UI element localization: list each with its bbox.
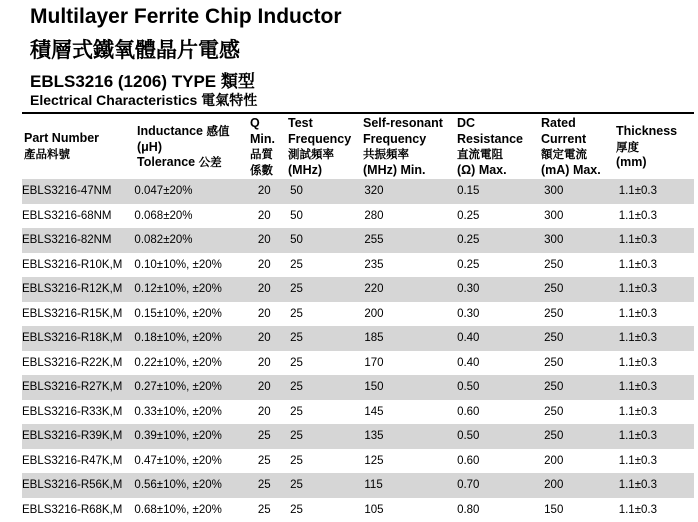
header-q xyxy=(250,116,275,178)
dc-resistance-cell: 0.25 xyxy=(453,253,540,278)
header-rated-current xyxy=(541,116,601,178)
part-number-cell: EBLS3216-R18K,M xyxy=(22,326,134,351)
thickness-cell: 1.1±0.3 xyxy=(615,228,694,253)
thickness-cell: 1.1±0.3 xyxy=(615,326,694,351)
rated-current-cell: 300 xyxy=(540,179,615,204)
header-rated-current-l3: 額定電流 xyxy=(541,147,601,163)
thickness-cell: 1.1±0.3 xyxy=(615,204,694,229)
q-min-cell: 25 xyxy=(254,449,286,474)
q-min-cell: 25 xyxy=(254,473,286,498)
header-rated-current-l4: (mA) Max. xyxy=(541,163,601,179)
self-resonant-cell: 185 xyxy=(360,326,453,351)
q-min-cell: 20 xyxy=(254,179,286,204)
thickness-cell: 1.1±0.3 xyxy=(615,400,694,425)
q-min-cell: 20 xyxy=(254,253,286,278)
q-min-cell: 20 xyxy=(254,302,286,327)
table-row xyxy=(22,424,694,449)
header-part-number-cn: 產品料號 xyxy=(24,147,99,163)
q-min-cell: 20 xyxy=(254,400,286,425)
test-frequency-cell: 25 xyxy=(286,253,360,278)
q-min-cell: 20 xyxy=(254,204,286,229)
table-row xyxy=(22,375,694,400)
part-number-cell: EBLS3216-R10K,M xyxy=(22,253,134,278)
dc-resistance-cell: 0.40 xyxy=(453,326,540,351)
type-heading-en: EBLS3216 (1206) TYPE xyxy=(30,72,216,91)
header-thickness-l3: (mm) xyxy=(616,155,677,171)
part-number-cell: EBLS3216-82NM xyxy=(22,228,134,253)
header-test-frequency xyxy=(288,116,351,178)
dc-resistance-cell: 0.40 xyxy=(453,351,540,376)
dc-resistance-cell: 0.25 xyxy=(453,228,540,253)
thickness-cell: 1.1±0.3 xyxy=(615,449,694,474)
header-self-resonant-l1: Self-resonant xyxy=(363,116,443,132)
self-resonant-cell: 115 xyxy=(360,473,453,498)
part-number-cell: EBLS3216-R22K,M xyxy=(22,351,134,376)
table-row xyxy=(22,473,694,498)
header-q-l1: Q xyxy=(250,116,275,132)
test-frequency-cell: 25 xyxy=(286,326,360,351)
q-min-cell: 20 xyxy=(254,277,286,302)
q-min-cell: 20 xyxy=(254,375,286,400)
page-title: Multilayer Ferrite Chip Inductor xyxy=(30,5,342,29)
dc-resistance-cell: 0.60 xyxy=(453,449,540,474)
table-row xyxy=(22,449,694,474)
part-number-cell: EBLS3216-R68K,M xyxy=(22,498,134,522)
header-dc-resistance-l2: Resistance xyxy=(457,132,523,148)
rated-current-cell: 200 xyxy=(540,473,615,498)
header-part-number xyxy=(24,131,99,162)
thickness-cell: 1.1±0.3 xyxy=(615,179,694,204)
thickness-cell: 1.1±0.3 xyxy=(615,473,694,498)
q-min-cell: 25 xyxy=(254,424,286,449)
self-resonant-cell: 220 xyxy=(360,277,453,302)
section-heading-en: Electrical Characteristics xyxy=(30,92,197,108)
inductance-cell: 0.22±10%, ±20% xyxy=(134,351,253,376)
header-test-frequency-l4: (MHz) xyxy=(288,163,351,179)
rated-current-cell: 250 xyxy=(540,351,615,376)
inductance-cell: 0.27±10%, ±20% xyxy=(134,375,253,400)
part-number-cell: EBLS3216-47NM xyxy=(22,179,134,204)
dc-resistance-cell: 0.25 xyxy=(453,204,540,229)
header-test-frequency-l2: Frequency xyxy=(288,132,351,148)
inductance-cell: 0.068±20% xyxy=(134,204,253,229)
thickness-cell: 1.1±0.3 xyxy=(615,498,694,522)
self-resonant-cell: 320 xyxy=(360,179,453,204)
part-number-cell: EBLS3216-R39K,M xyxy=(22,424,134,449)
inductance-cell: 0.18±10%, ±20% xyxy=(134,326,253,351)
inductance-cell: 0.68±10%, ±20% xyxy=(134,498,253,522)
section-heading-cn: 電氣特性 xyxy=(201,93,257,109)
dc-resistance-cell: 0.60 xyxy=(453,400,540,425)
rated-current-cell: 250 xyxy=(540,400,615,425)
self-resonant-cell: 170 xyxy=(360,351,453,376)
thickness-cell: 1.1±0.3 xyxy=(615,253,694,278)
table-row xyxy=(22,204,694,229)
dc-resistance-cell: 0.70 xyxy=(453,473,540,498)
inductance-cell: 0.56±10%, ±20% xyxy=(134,473,253,498)
self-resonant-cell: 235 xyxy=(360,253,453,278)
header-test-frequency-l3: 測試頻率 xyxy=(288,147,351,163)
rated-current-cell: 250 xyxy=(540,326,615,351)
table-row xyxy=(22,302,694,327)
dc-resistance-cell: 0.15 xyxy=(453,179,540,204)
test-frequency-cell: 25 xyxy=(286,498,360,522)
header-tolerance-cn: 公差 xyxy=(199,155,222,169)
dc-resistance-cell: 0.50 xyxy=(453,375,540,400)
part-number-cell: EBLS3216-R56K,M xyxy=(22,473,134,498)
header-inductance-en: Inductance xyxy=(137,124,203,138)
header-dc-resistance-l1: DC xyxy=(457,116,523,132)
self-resonant-cell: 200 xyxy=(360,302,453,327)
header-inductance-unit: (μH) xyxy=(137,140,229,156)
thickness-cell: 1.1±0.3 xyxy=(615,375,694,400)
rated-current-cell: 200 xyxy=(540,449,615,474)
inductance-cell: 0.39±10%, ±20% xyxy=(134,424,253,449)
rated-current-cell: 250 xyxy=(540,424,615,449)
table-row xyxy=(22,228,694,253)
table-row xyxy=(22,400,694,425)
q-min-cell: 25 xyxy=(254,498,286,522)
type-heading-cn: 類型 xyxy=(221,72,255,92)
header-test-frequency-l1: Test xyxy=(288,116,351,132)
test-frequency-cell: 25 xyxy=(286,375,360,400)
self-resonant-cell: 150 xyxy=(360,375,453,400)
rated-current-cell: 250 xyxy=(540,375,615,400)
part-number-cell: EBLS3216-68NM xyxy=(22,204,134,229)
table-row xyxy=(22,277,694,302)
header-rated-current-l1: Rated xyxy=(541,116,601,132)
self-resonant-cell: 135 xyxy=(360,424,453,449)
header-q-l3: 品質 xyxy=(250,147,275,163)
self-resonant-cell: 280 xyxy=(360,204,453,229)
part-number-cell: EBLS3216-R27K,M xyxy=(22,375,134,400)
inductance-cell: 0.15±10%, ±20% xyxy=(134,302,253,327)
header-inductance xyxy=(137,124,229,171)
test-frequency-cell: 25 xyxy=(286,473,360,498)
test-frequency-cell: 50 xyxy=(286,204,360,229)
self-resonant-cell: 145 xyxy=(360,400,453,425)
rated-current-cell: 250 xyxy=(540,253,615,278)
thickness-cell: 1.1±0.3 xyxy=(615,277,694,302)
part-number-cell: EBLS3216-R12K,M xyxy=(22,277,134,302)
header-dc-resistance xyxy=(457,116,523,178)
header-rated-current-l2: Current xyxy=(541,132,601,148)
header-part-number-en: Part Number xyxy=(24,131,99,147)
self-resonant-cell: 105 xyxy=(360,498,453,522)
header-thickness xyxy=(616,124,677,171)
rated-current-cell: 300 xyxy=(540,228,615,253)
page-title-chinese: 積層式鐵氧體晶片電感 xyxy=(30,34,240,64)
inductance-cell: 0.47±10%, ±20% xyxy=(134,449,253,474)
dc-resistance-cell: 0.30 xyxy=(453,302,540,327)
thickness-cell: 1.1±0.3 xyxy=(615,424,694,449)
table-row xyxy=(22,498,694,522)
test-frequency-cell: 25 xyxy=(286,449,360,474)
part-number-cell: EBLS3216-R47K,M xyxy=(22,449,134,474)
inductance-cell: 0.047±20% xyxy=(134,179,253,204)
inductance-cell: 0.33±10%, ±20% xyxy=(134,400,253,425)
rated-current-cell: 300 xyxy=(540,204,615,229)
type-heading xyxy=(30,67,255,92)
header-thickness-l1: Thickness xyxy=(616,124,677,140)
header-tolerance-en: Tolerance xyxy=(137,155,195,169)
q-min-cell: 20 xyxy=(254,228,286,253)
test-frequency-cell: 25 xyxy=(286,351,360,376)
header-q-l2: Min. xyxy=(250,132,275,148)
test-frequency-cell: 25 xyxy=(286,400,360,425)
part-number-cell: EBLS3216-R15K,M xyxy=(22,302,134,327)
table-row xyxy=(22,253,694,278)
dc-resistance-cell: 0.50 xyxy=(453,424,540,449)
section-heading xyxy=(30,90,257,110)
header-dc-resistance-l4: (Ω) Max. xyxy=(457,163,523,179)
thickness-cell: 1.1±0.3 xyxy=(615,351,694,376)
header-self-resonant-l4: (MHz) Min. xyxy=(363,163,443,179)
self-resonant-cell: 125 xyxy=(360,449,453,474)
inductance-cell: 0.12±10%, ±20% xyxy=(134,277,253,302)
test-frequency-cell: 25 xyxy=(286,277,360,302)
header-thickness-l2: 厚度 xyxy=(616,140,677,156)
test-frequency-cell: 50 xyxy=(286,179,360,204)
table-row xyxy=(22,326,694,351)
header-self-resonant xyxy=(363,116,443,178)
test-frequency-cell: 50 xyxy=(286,228,360,253)
header-inductance-cn: 感值 xyxy=(206,124,229,138)
table-row xyxy=(22,351,694,376)
self-resonant-cell: 255 xyxy=(360,228,453,253)
part-number-cell: EBLS3216-R33K,M xyxy=(22,400,134,425)
dc-resistance-cell: 0.30 xyxy=(453,277,540,302)
q-min-cell: 20 xyxy=(254,326,286,351)
dc-resistance-cell: 0.80 xyxy=(453,498,540,522)
header-q-l4: 係數 xyxy=(250,163,275,179)
header-self-resonant-l3: 共振頻率 xyxy=(363,147,443,163)
electrical-characteristics-table xyxy=(22,179,694,522)
rated-current-cell: 250 xyxy=(540,277,615,302)
rated-current-cell: 250 xyxy=(540,302,615,327)
thickness-cell: 1.1±0.3 xyxy=(615,302,694,327)
header-self-resonant-l2: Frequency xyxy=(363,132,443,148)
header-dc-resistance-l3: 直流電阻 xyxy=(457,147,523,163)
inductance-cell: 0.10±10%, ±20% xyxy=(134,253,253,278)
q-min-cell: 20 xyxy=(254,351,286,376)
table-row xyxy=(22,179,694,204)
test-frequency-cell: 25 xyxy=(286,302,360,327)
test-frequency-cell: 25 xyxy=(286,424,360,449)
header-rule xyxy=(22,112,694,114)
inductance-cell: 0.082±20% xyxy=(134,228,253,253)
rated-current-cell: 150 xyxy=(540,498,615,522)
